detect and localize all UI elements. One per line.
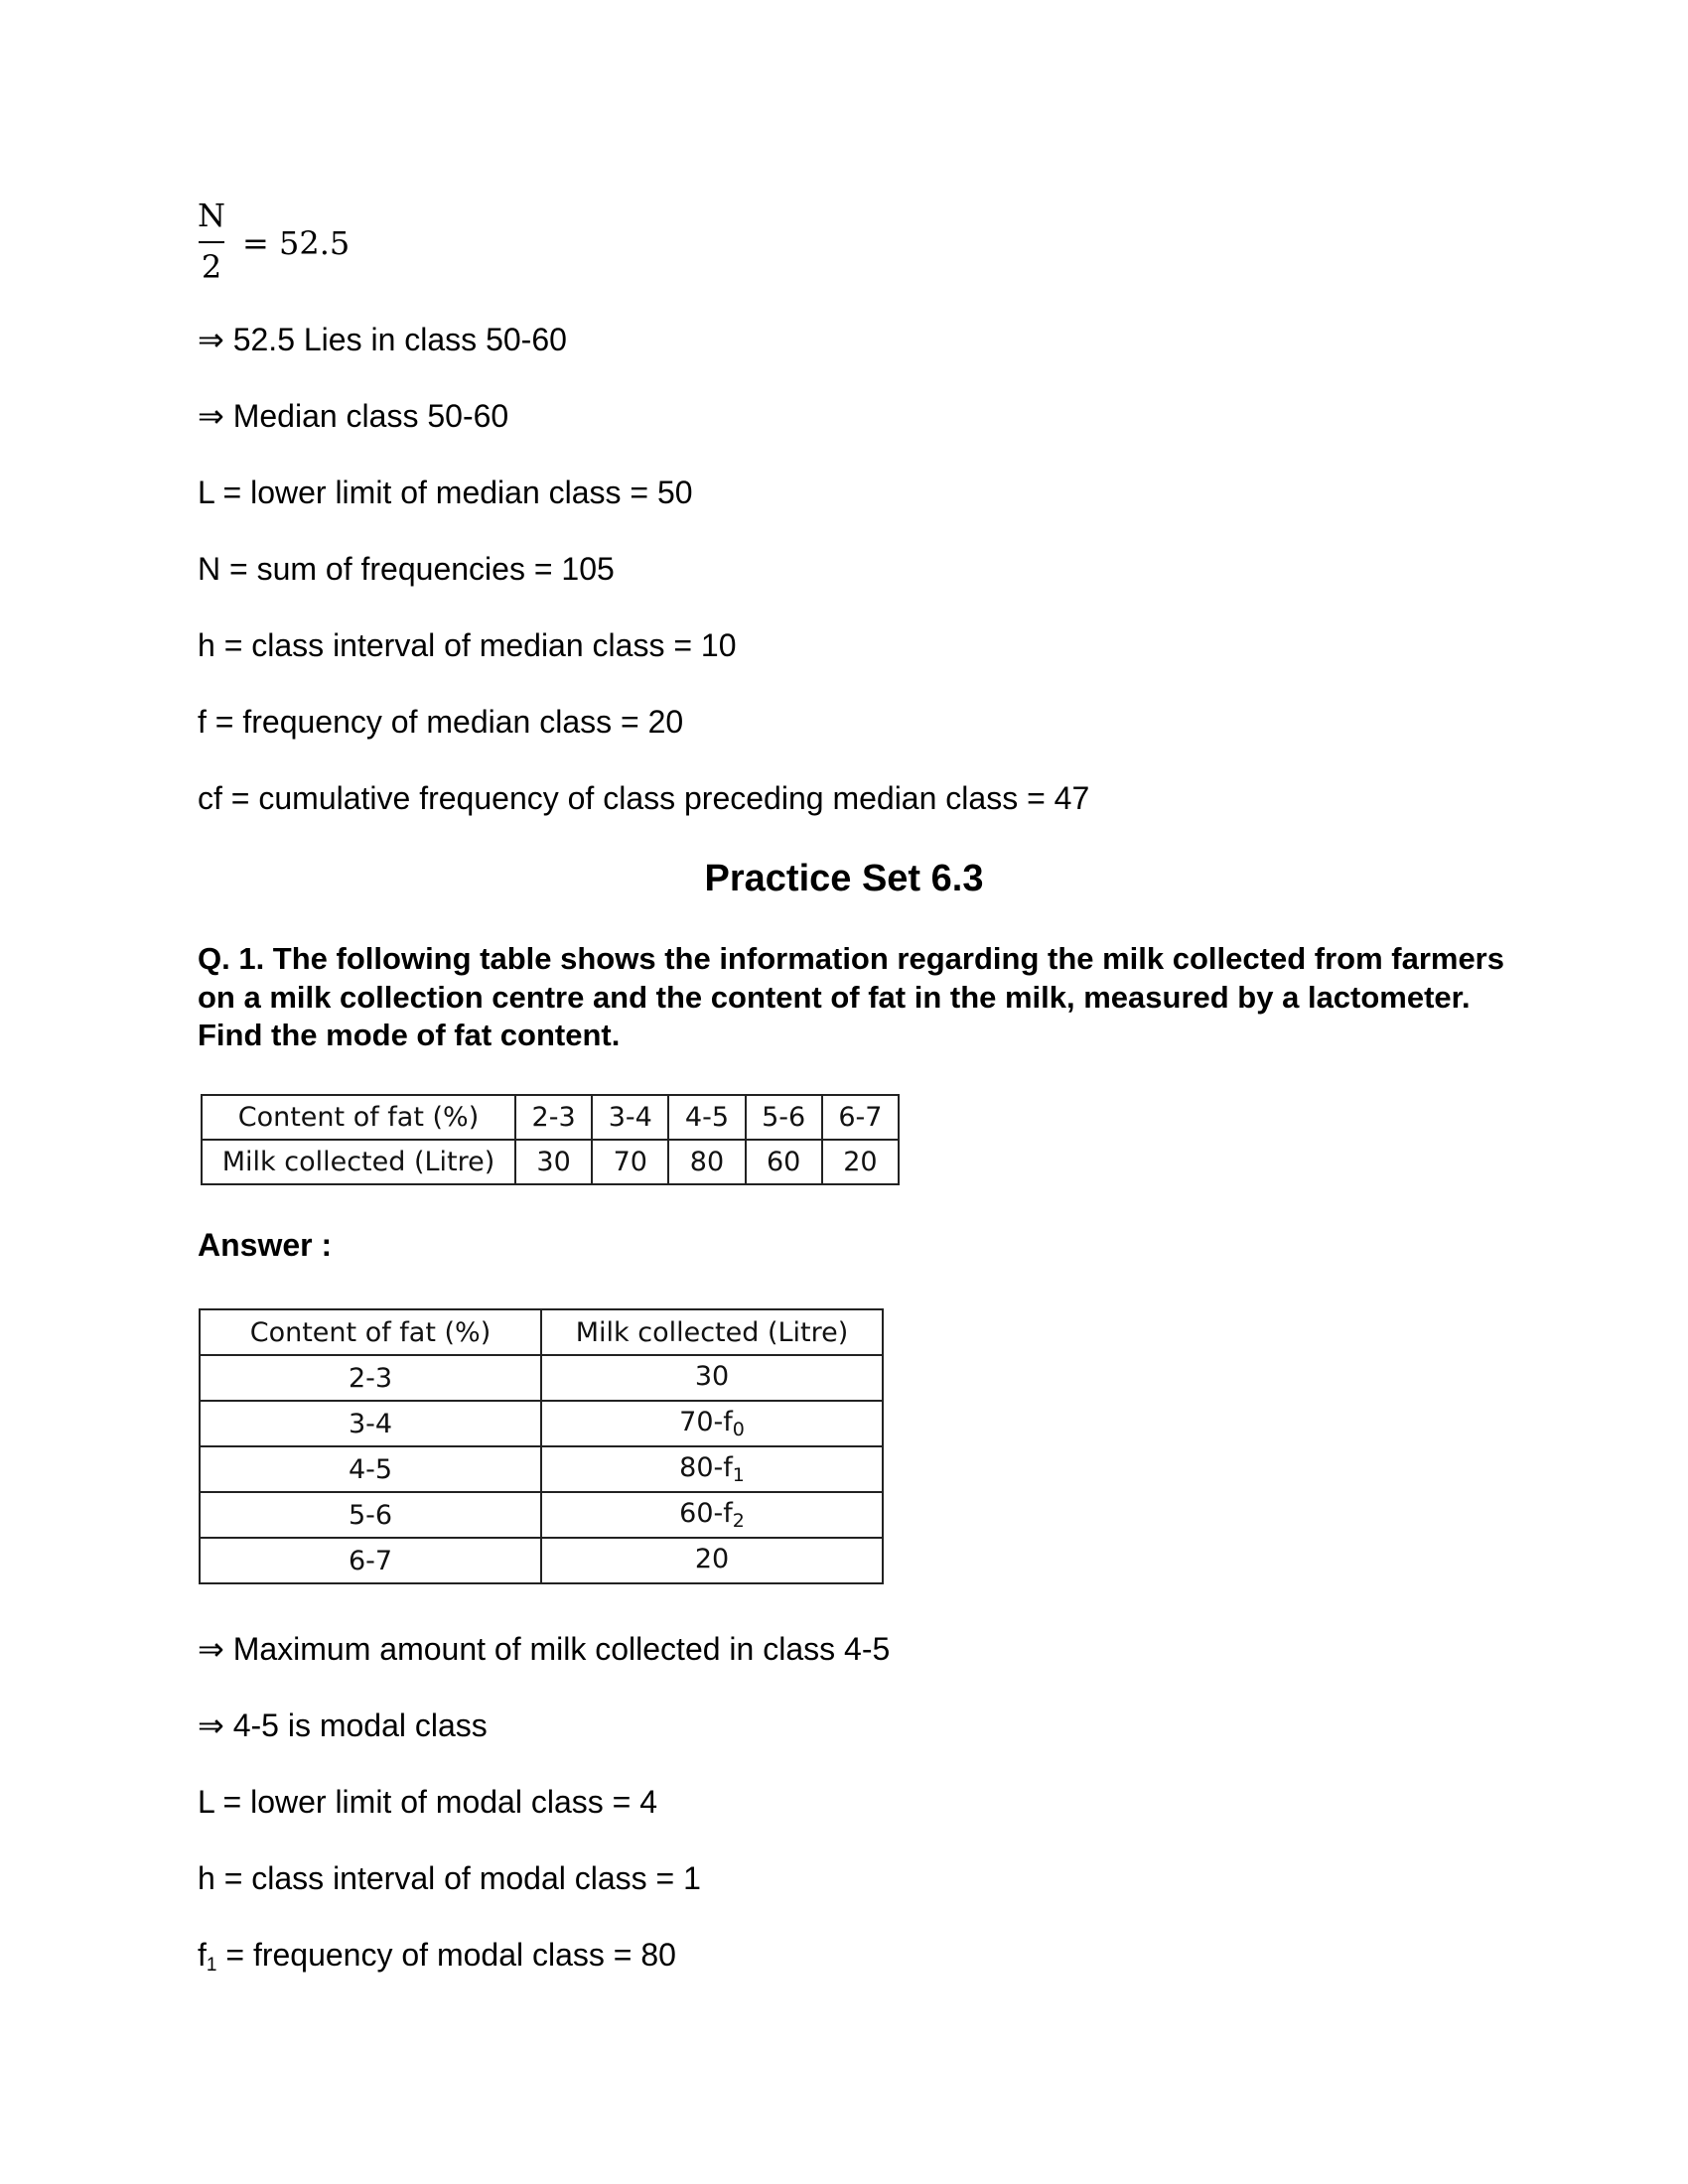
text-line: ⇒ Maximum amount of milk collected in class 4-5 — [198, 1631, 891, 1667]
table-cell: 60 — [746, 1140, 822, 1184]
text-line: ⇒ 4-5 is modal class — [198, 1707, 488, 1743]
cell-subscript: 0 — [732, 1419, 745, 1440]
table-cell: 5-6 — [746, 1095, 822, 1140]
table-header-cell: Milk collected (Litre) — [541, 1309, 883, 1355]
table-cell: 3-4 — [200, 1401, 541, 1446]
table-header-row — [200, 1309, 883, 1355]
table-cell: 70 — [592, 1140, 668, 1184]
cell-value: 60-f — [679, 1498, 733, 1529]
symbol-subscript: 1 — [206, 1955, 217, 1976]
table-row — [202, 1095, 899, 1140]
question-table — [201, 1094, 900, 1185]
table-cell — [541, 1355, 883, 1401]
text-line: h = class interval of modal class = 1 — [198, 1860, 701, 1896]
table-cell — [541, 1538, 883, 1583]
text-line: L = lower limit of median class = 50 — [198, 475, 693, 510]
answer-label: Answer : — [198, 1227, 333, 1263]
fraction-denominator: 2 — [201, 248, 222, 286]
table-cell: 6-7 — [200, 1538, 541, 1583]
table-header-cell: Content of fat (%) — [200, 1309, 541, 1355]
table-cell — [541, 1446, 883, 1492]
table-cell: 6-7 — [822, 1095, 899, 1140]
line-text: = frequency of modal class = 80 — [216, 1937, 676, 1973]
text-line: cf = cumulative frequency of class preceding median class = 47 — [198, 780, 1090, 816]
text-line: h = class interval of median class = 10 — [198, 627, 737, 663]
fraction-numerator: N — [198, 197, 225, 234]
section-heading: Practice Set 6.3 — [704, 858, 984, 899]
table-cell: 80 — [668, 1140, 745, 1184]
text-line: L = lower limit of modal class = 4 — [198, 1784, 657, 1820]
cell-value: 20 — [694, 1544, 730, 1574]
table-cell — [541, 1492, 883, 1538]
text-line: N = sum of frequencies = 105 — [198, 551, 615, 587]
table-cell: 4-5 — [200, 1446, 541, 1492]
table-row — [200, 1446, 883, 1492]
table-cell: 4-5 — [668, 1095, 745, 1140]
table-cell: 2-3 — [200, 1355, 541, 1401]
answer-table — [199, 1308, 884, 1584]
text-line: ⇒ 52.5 Lies in class 50-60 — [198, 322, 567, 357]
table-cell: 20 — [822, 1140, 899, 1184]
table-row — [200, 1538, 883, 1583]
table-cell: 5-6 — [200, 1492, 541, 1538]
table-row — [200, 1492, 883, 1538]
table-row-header: Milk collected (Litre) — [202, 1140, 515, 1184]
cell-value: 80-f — [679, 1452, 733, 1483]
fraction-rhs: = 52.5 — [242, 224, 351, 262]
text-line: ⇒ Median class 50-60 — [198, 398, 509, 434]
table-row — [200, 1355, 883, 1401]
table-cell: 2-3 — [515, 1095, 592, 1140]
text-line — [198, 1935, 676, 1985]
symbol: f — [198, 1937, 207, 1973]
table-cell: 30 — [515, 1140, 592, 1184]
fraction-bar — [199, 241, 224, 243]
cell-value: 70-f — [679, 1407, 733, 1437]
text-line: f = frequency of median class = 20 — [198, 704, 684, 740]
table-row — [202, 1140, 899, 1184]
table-row-header: Content of fat (%) — [202, 1095, 515, 1140]
table-cell: 3-4 — [592, 1095, 668, 1140]
cell-subscript: 2 — [732, 1510, 745, 1532]
table-row — [200, 1401, 883, 1446]
cell-subscript: 1 — [732, 1464, 745, 1486]
table-cell — [541, 1401, 883, 1446]
question-text: Q. 1. The following table shows the information regarding the milk collected from farmers on a milk collection centre and the content of fat in the milk, measured by a lactometer. Find the mode of fat content. — [198, 941, 1504, 1052]
cell-value: 30 — [694, 1361, 730, 1392]
